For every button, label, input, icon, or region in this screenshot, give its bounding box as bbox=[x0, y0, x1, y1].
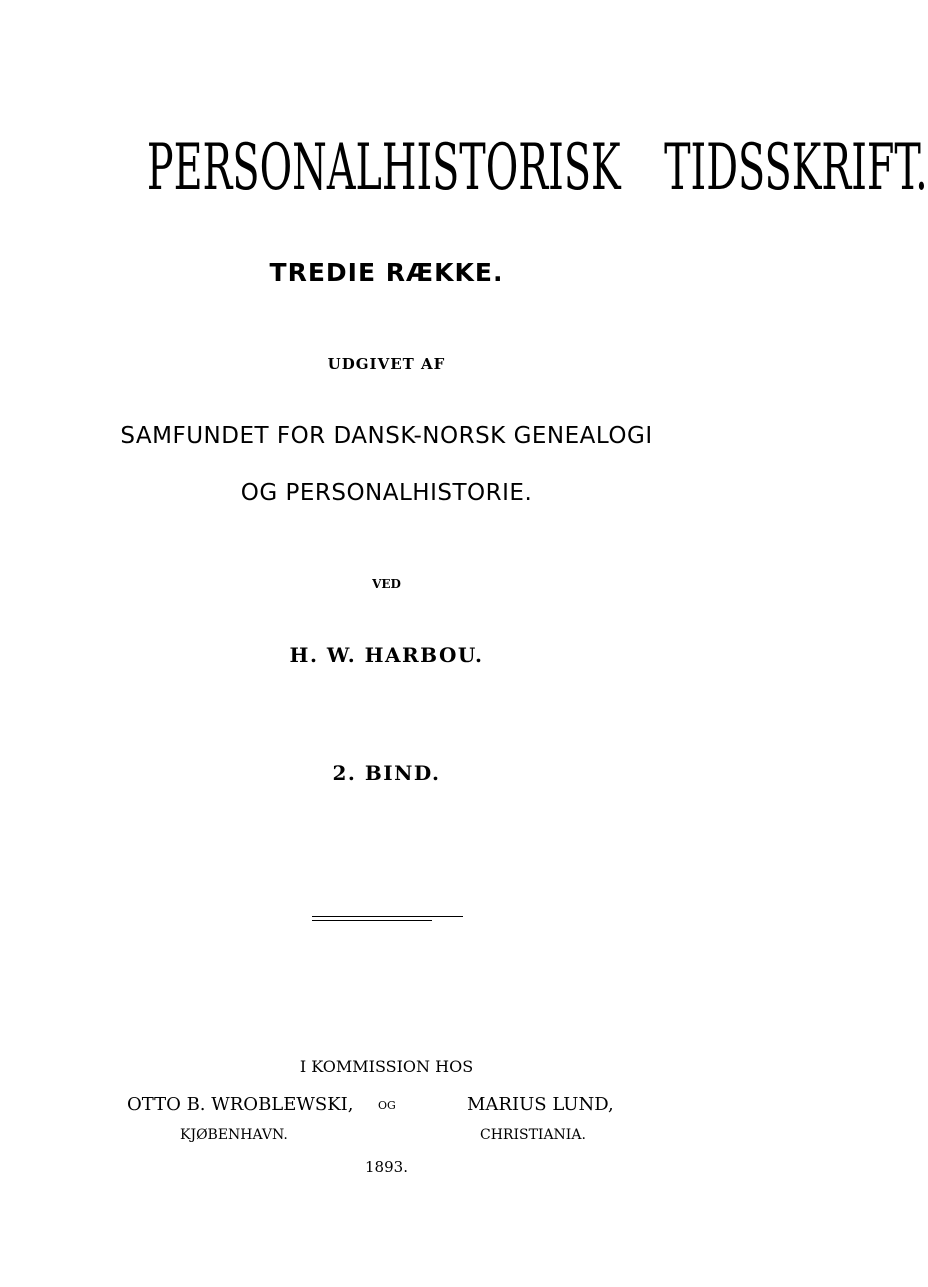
society-name-line2: OG PERSONALHISTORIE. bbox=[240, 480, 533, 506]
published-by-label: UDGIVET AF bbox=[327, 355, 446, 373]
series-label: TREDIE RÆKKE. bbox=[269, 258, 504, 287]
volume-label: 2. BIND. bbox=[332, 761, 441, 785]
publication-year: 1893. bbox=[365, 1158, 408, 1176]
publisher-right: MARIUS LUND, bbox=[467, 1094, 614, 1115]
editor-name: H. W. HARBOU. bbox=[289, 643, 484, 667]
commission-label: I KOMMISSION HOS bbox=[299, 1057, 474, 1076]
conjunction-label: OG bbox=[378, 1099, 396, 1112]
by-label: VED bbox=[372, 577, 401, 591]
city-right: CHRISTIANIA. bbox=[480, 1127, 586, 1143]
journal-title bbox=[146, 128, 928, 208]
journal-title-part2: TIDSSKRIFT. bbox=[664, 131, 928, 205]
journal-title-part1: PERSONALHISTORISK bbox=[146, 131, 621, 205]
city-left: KJØBENHAVN. bbox=[180, 1127, 288, 1143]
publisher-left: OTTO B. WROBLEWSKI, bbox=[127, 1094, 354, 1115]
society-name-line1: SAMFUNDET FOR DANSK-NORSK GENEALOGI bbox=[120, 423, 653, 449]
ornamental-rule bbox=[312, 916, 463, 922]
